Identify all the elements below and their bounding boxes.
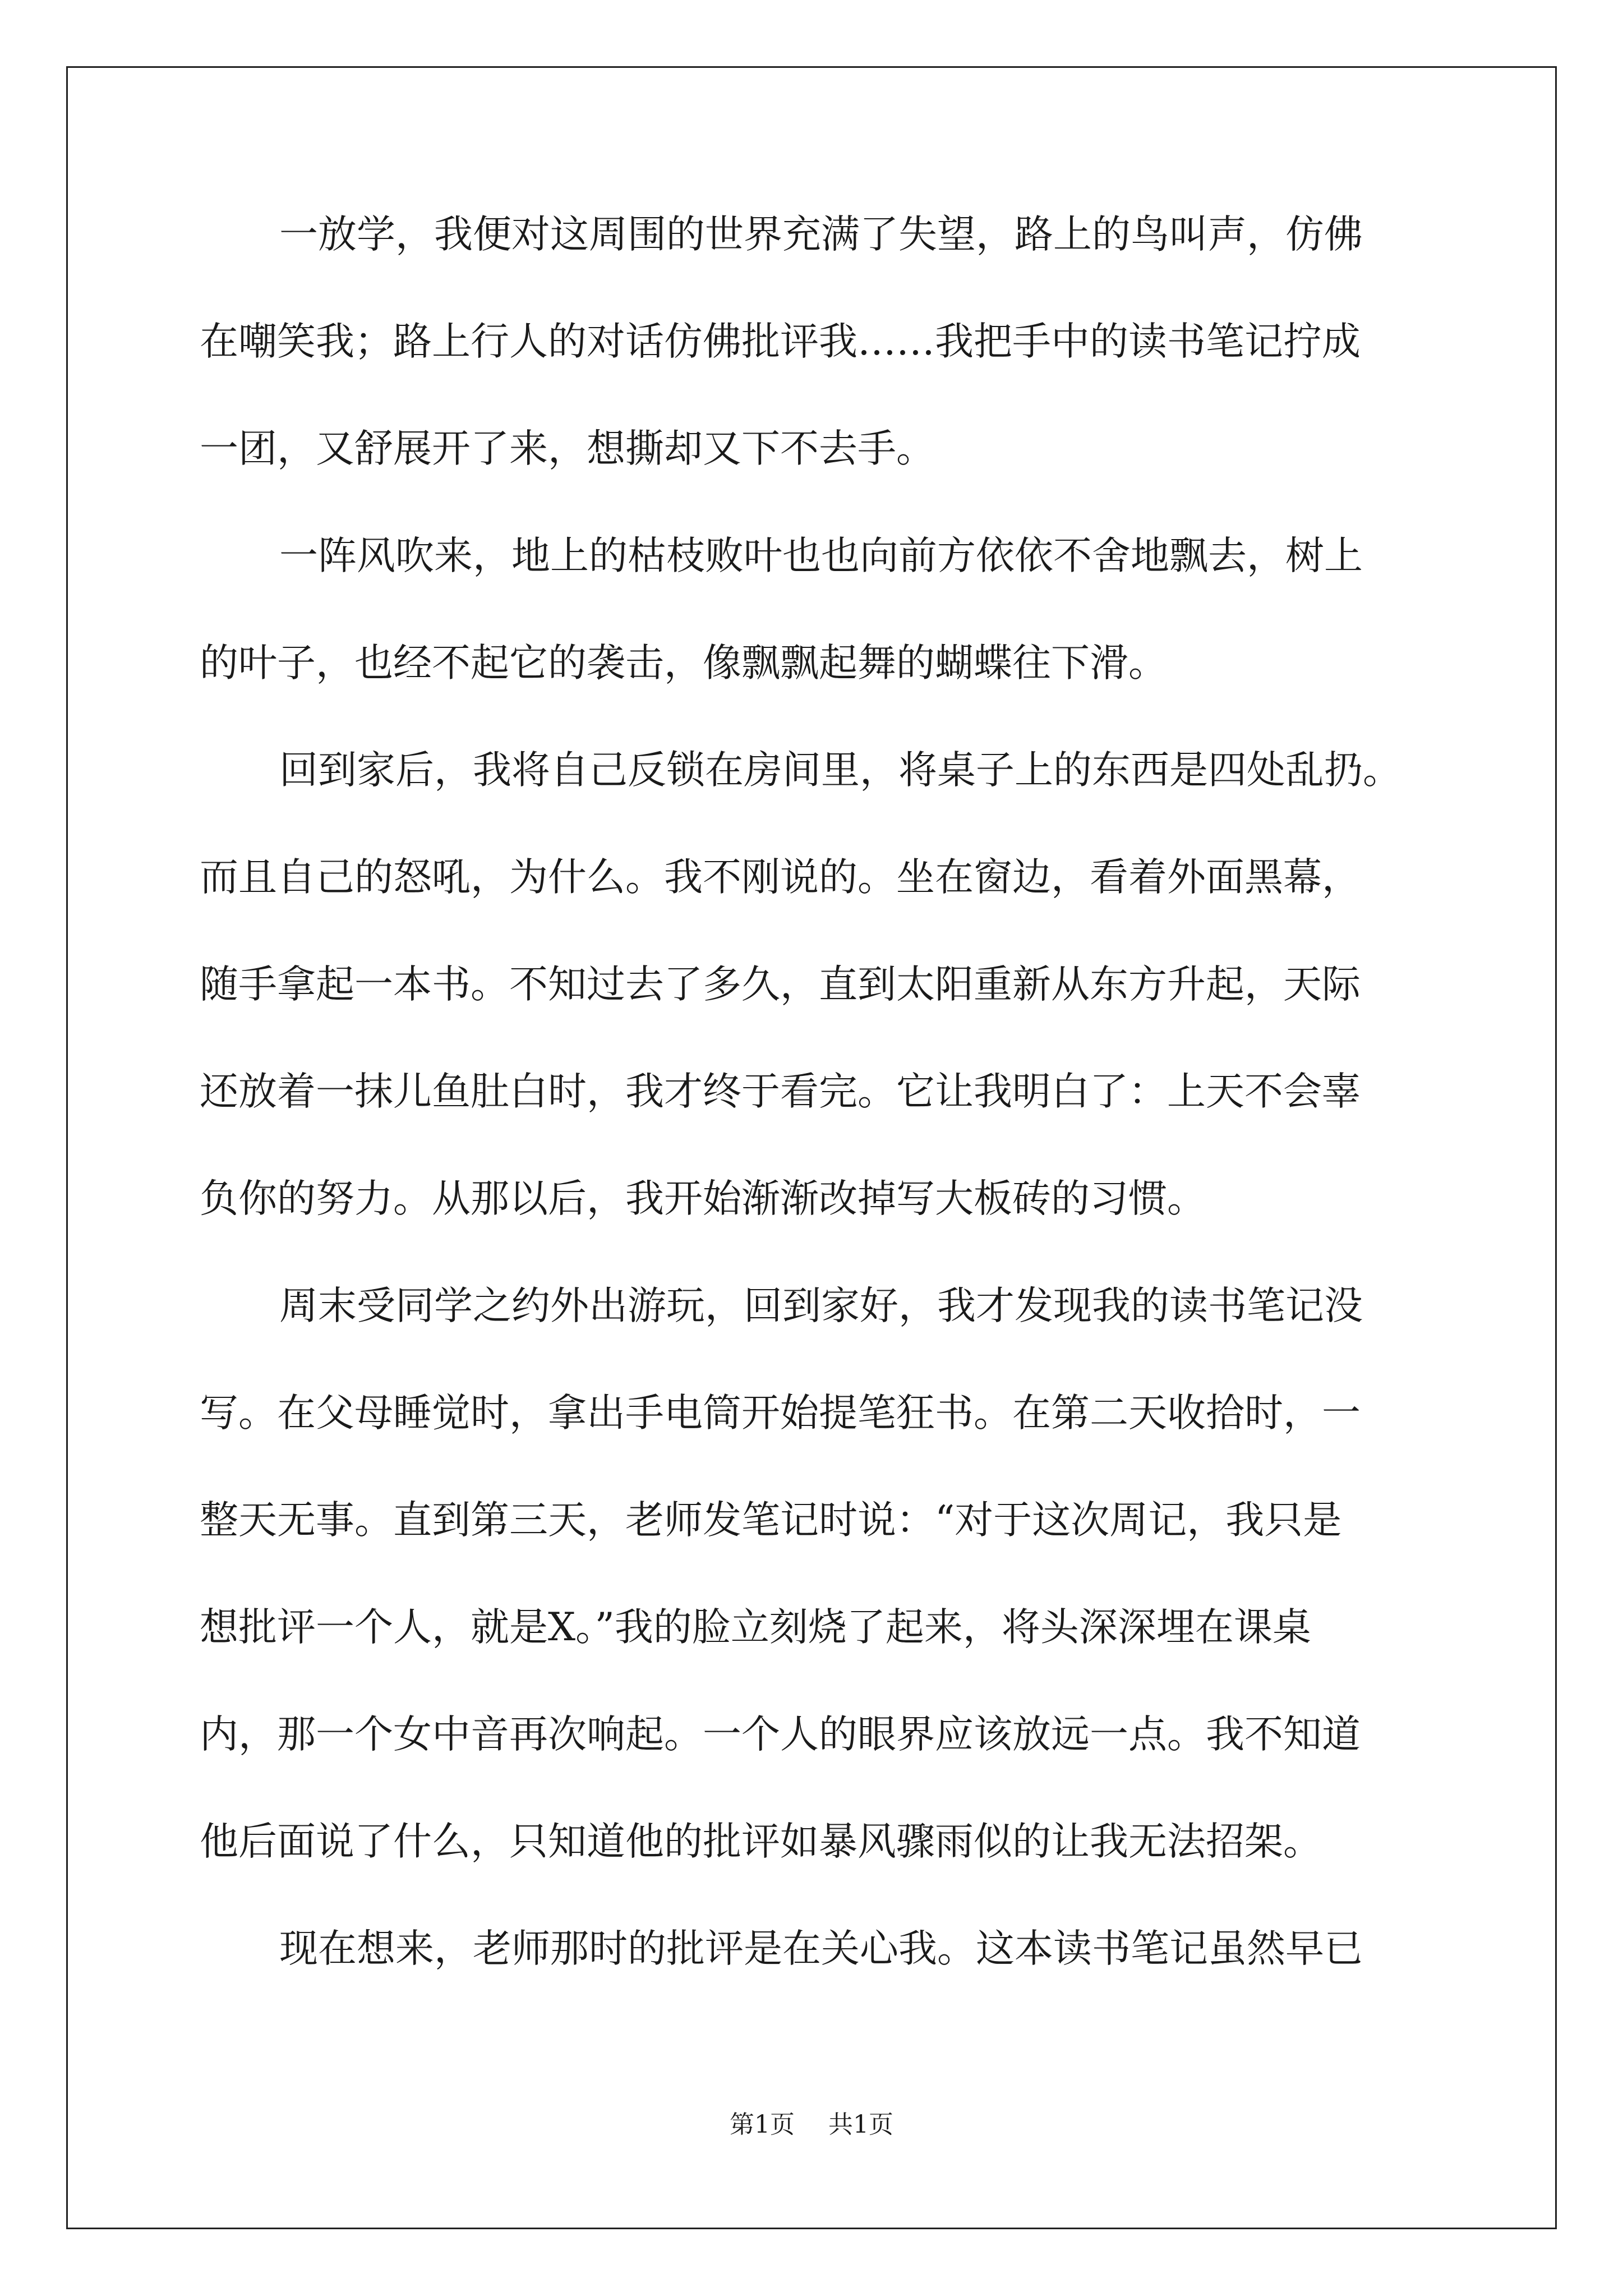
text-line: 整天无事。直到第三天，老师发笔记时说：“对于这次周记，我只是 [200,1498,1342,1543]
page-total: 共1页 [828,2110,893,2139]
text-line: 还放着一抹儿鱼肚白时，我才终于看完。它让我明白了：上天不会辜 [200,1069,1361,1114]
text-line: 负你的努力。从那以后，我开始渐渐改掉写大板砖的习惯。 [200,1176,1206,1221]
text-line: 想批评一个人，就是X。”我的脸立刻烧了起来，将头深深埋在课桌 [200,1605,1311,1650]
text-line: 现在想来，老师那时的批评是在关心我。这本读书笔记虽然早已 [279,1926,1363,1971]
text-line: 而且自己的怒吼，为什么。我不刚说的。坐在窗边，看着外面黑幕， [200,855,1361,900]
page-number: 第1页 [730,2110,795,2139]
text-line: 周末受同学之约外出游玩，回到家好，我才发现我的读书笔记没 [279,1283,1363,1328]
text-line: 内，那一个女中音再次响起。一个人的眼界应该放远一点。我不知道 [200,1712,1361,1757]
text-line: 一放学，我便对这周围的世界充满了失望，路上的鸟叫声，仿佛 [279,212,1363,257]
text-line: 一阵风吹来，地上的枯枝败叶也也向前方依依不舍地飘去，树上 [279,533,1363,578]
document-body [200,212,1433,2033]
text-line: 在嘲笑我；路上行人的对话仿佛批评我……我把手中的读书笔记拧成 [200,319,1361,364]
page-footer [0,2111,1623,2139]
text-line: 回到家后，我将自己反锁在房间里，将桌子上的东西是四处乱扔。 [279,748,1401,793]
text-line: 一团，又舒展开了来，想撕却又下不去手。 [200,426,935,471]
text-line: 他后面说了什么，只知道他的批评如暴风骤雨似的让我无法招架。 [200,1819,1322,1864]
text-line: 写。在父母睡觉时，拿出手电筒开始提笔狂书。在第二天收拾时，一 [200,1391,1361,1435]
text-line: 随手拿起一本书。不知过去了多久，直到太阳重新从东方升起，天际 [200,962,1361,1007]
text-line: 的叶子，也经不起它的袭击，像飘飘起舞的蝴蝶往下滑。 [200,641,1167,685]
